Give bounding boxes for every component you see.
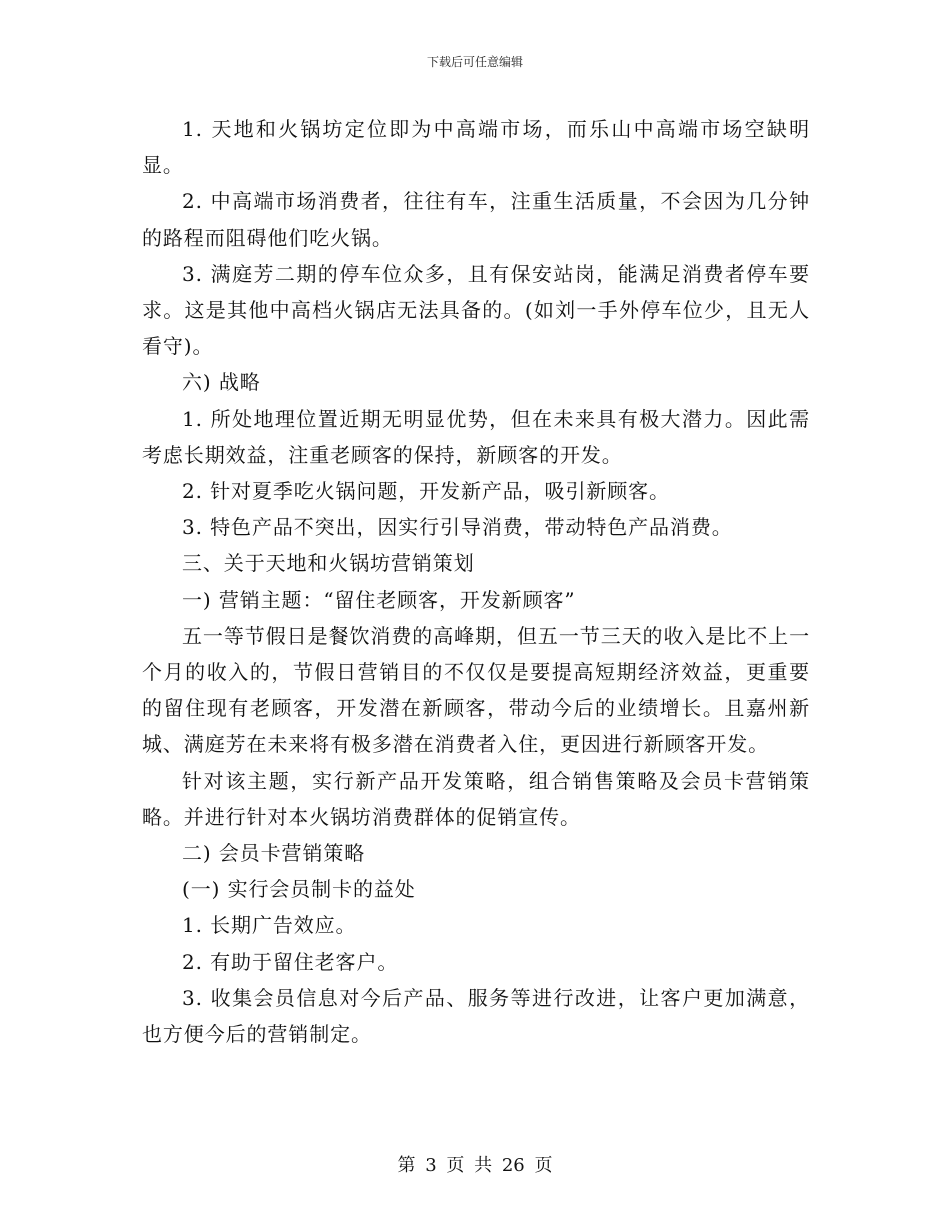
paragraph: 1. 所处地理位置近期无明显优势，但在未来具有极大潜力。因此需考虑长期效益，注重老顾客的保持，新顾客的开发。	[142, 406, 810, 467]
paragraph: 3. 收集会员信息对今后产品、服务等进行改进，让客户更加满意，也方便今后的营销制定。	[142, 985, 810, 1047]
paragraph: 2. 中高端市场消费者，往往有车，注重生活质量，不会因为几分钟的路程而阻碍他们吃火锅。	[142, 189, 810, 250]
section-heading: 二) 会员卡营销策略	[182, 841, 366, 866]
section-heading: 三、关于天地和火锅坊营销策划	[182, 551, 475, 576]
paragraph: 2. 针对夏季吃火锅问题，开发新产品，吸引新顾客。	[182, 479, 670, 504]
section-heading: 六) 战略	[182, 370, 261, 395]
paragraph: 针对该主题，实行新产品开发策略，组合销售策略及会员卡营销策略。并进行针对本火锅坊消费群体的促销宣传。	[142, 768, 810, 829]
paragraph: 五一等节假日是餐饮消费的高峰期，但五一节三天的收入是比不上一个月的收入的，节假日营销目的不仅仅是要提高短期经济效益，更重要的留住现有老顾客，开发潜在新顾客，带动今后的业绩增长。且嘉州新城、满庭芳在未来将有极多潜在消费者入住，更因进行新顾客开发。	[142, 623, 810, 757]
paragraph: 2. 有助于留住老客户。	[182, 949, 399, 974]
paragraph: 1. 天地和火锅坊定位即为中高端市场，而乐山中高端市场空缺明显。	[142, 117, 810, 178]
document-body	[142, 111, 810, 1052]
page-footer: 第 3 页 共 26 页	[397, 1155, 553, 1176]
section-heading: (一) 实行会员制卡的益处	[182, 877, 416, 902]
page-header: 下载后可任意编辑	[426, 55, 523, 69]
section-heading: 一) 营销主题：“留住老顾客，开发新顾客”	[182, 587, 576, 612]
paragraph: 1. 长期广告效应。	[182, 913, 357, 938]
paragraph: 3. 特色产品不突出，因实行引导消费，带动特色产品消费。	[182, 515, 733, 540]
paragraph: 3. 满庭芳二期的停车位众多，且有保安站岗，能满足消费者停车要求。这是其他中高档火锅店无法具备的。(如刘一手外停车位少，且无人看守)。	[142, 261, 810, 359]
